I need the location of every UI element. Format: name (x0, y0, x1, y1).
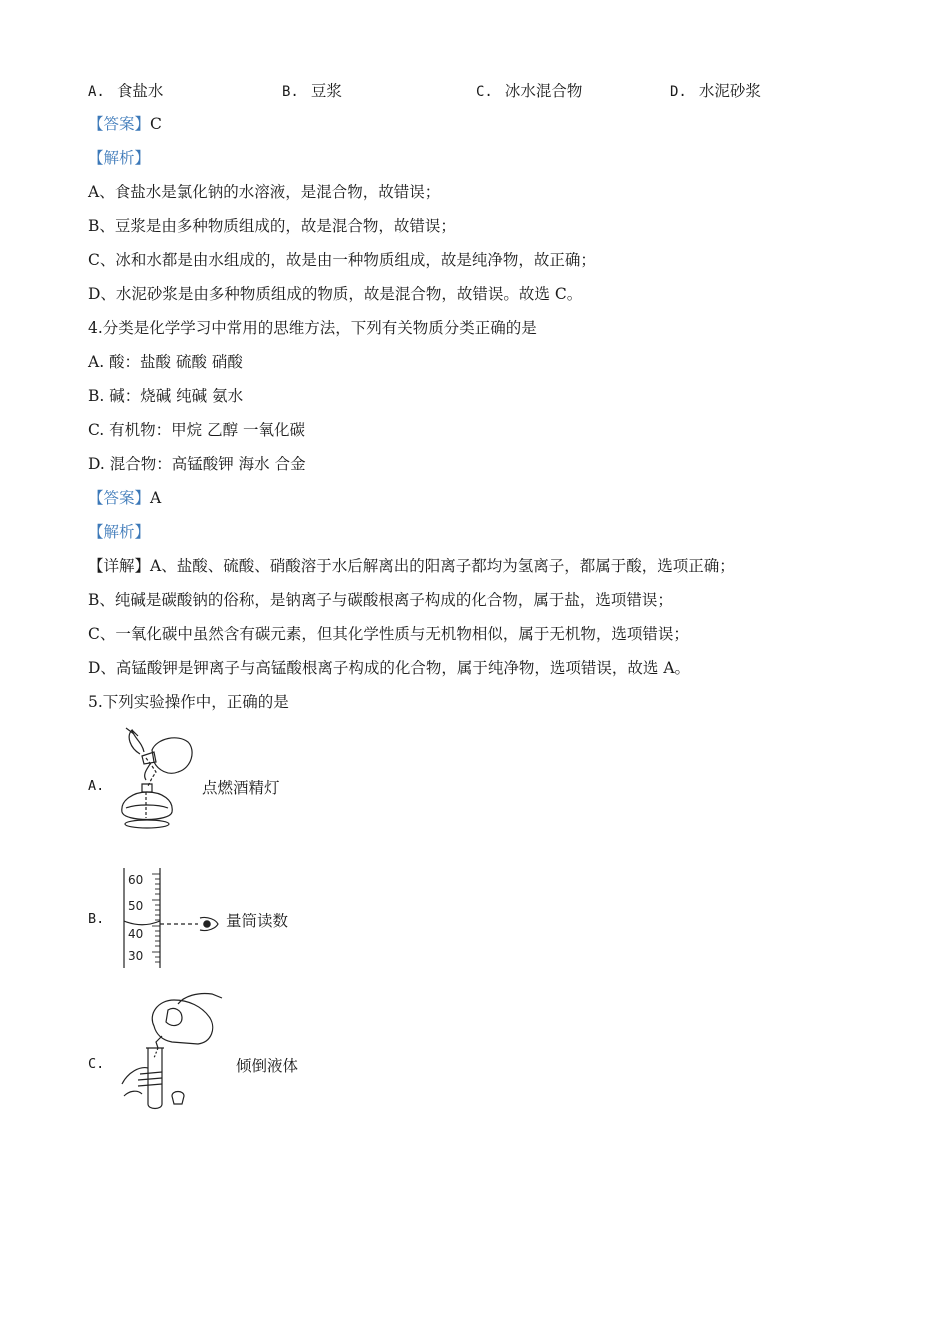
q3-analysis-line: D、水泥砂浆是由多种物质组成的物质，故是混合物，故错误。故选 C。 (88, 285, 583, 303)
cylinder-tick-label: 40 (128, 927, 144, 941)
q3-option-c: C. 冰水混合物 (476, 82, 583, 100)
graduated-cylinder-illustration (118, 866, 228, 970)
q3-analysis-line: B、豆浆是由多种物质组成的，故是混合物，故错误； (88, 217, 456, 235)
q4-analysis-line: B、纯碱是碳酸钠的俗称，是钠离子与碳酸根离子构成的化合物，属于盐，选项错误； (88, 591, 673, 609)
q4-stem: 4.分类是化学学习中常用的思维方法，下列有关物质分类正确的是 (88, 319, 537, 337)
q4-analysis-tag: 【解析】 (88, 523, 151, 541)
pouring-liquid-illustration (118, 992, 230, 1112)
cylinder-tick-label: 50 (128, 899, 144, 913)
q3-option-b: B. 豆浆 (282, 82, 342, 100)
q5-figure-c-letter: C. (88, 1056, 105, 1072)
q4-option: A. 酸：盐酸 硫酸 硝酸 (88, 353, 243, 371)
alcohol-lamp-illustration (112, 728, 202, 830)
q3-analysis-line: A、食盐水是氯化钠的水溶液，是混合物，故错误； (88, 183, 441, 201)
q3-analysis-line: C、冰和水都是由水组成的，故是由一种物质组成，故是纯净物，故正确； (88, 251, 596, 269)
q5-figure-a-letter: A. (88, 778, 105, 794)
cylinder-tick-label: 30 (128, 949, 144, 963)
cylinder-tick-label: 60 (128, 873, 144, 887)
q4-option: C. 有机物：甲烷 乙醇 一氧化碳 (88, 421, 306, 439)
q3-analysis-tag: 【解析】 (88, 149, 151, 167)
q4-analysis-line: 【详解】A、盐酸、硫酸、硝酸溶于水后解离出的阳离子都均为氢离子，都属于酸，选项正确； (88, 557, 735, 575)
q4-analysis-line: C、一氧化碳中虽然含有碳元素，但其化学性质与无机物相似，属于无机物，选项错误； (88, 625, 689, 643)
q5-figure-b-letter: B. (88, 911, 105, 927)
q5-figure-c-caption: 倾倒液体 (236, 1057, 299, 1075)
q5-figure-b-caption: 量筒读数 (226, 912, 289, 930)
q4-analysis-line: D、高锰酸钾是钾离子与高锰酸根离子构成的化合物，属于纯净物，选项错误，故选 A。 (88, 659, 691, 677)
q3-option-d: D. 水泥砂浆 (670, 82, 761, 100)
q5-figure-a-caption: 点燃酒精灯 (202, 779, 280, 797)
q5-stem: 5.下列实验操作中，正确的是 (88, 693, 289, 711)
q3-option-a: A. 食盐水 (88, 82, 164, 100)
q4-option: B. 碱：烧碱 纯碱 氨水 (88, 387, 244, 405)
q3-answer: 【答案】C (88, 115, 162, 133)
q4-option: D. 混合物：高锰酸钾 海水 合金 (88, 455, 306, 473)
q4-answer: 【答案】A (88, 489, 162, 507)
